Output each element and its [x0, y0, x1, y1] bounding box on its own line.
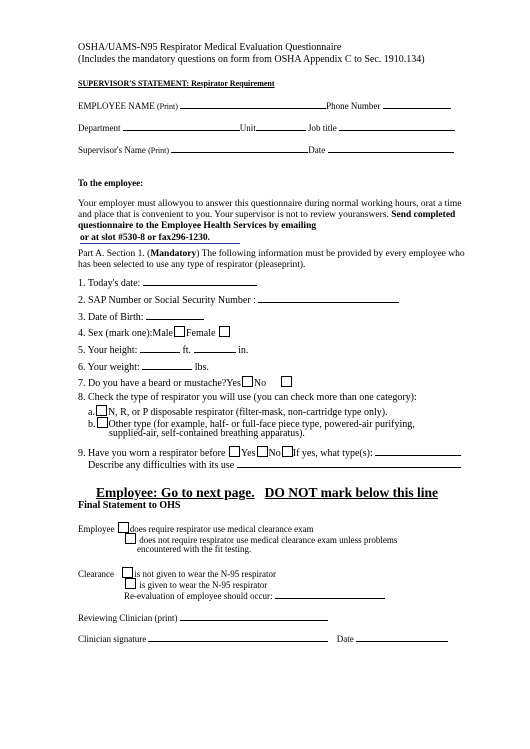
- print-note: (Print): [148, 146, 170, 155]
- unit-label: Unit: [239, 123, 256, 133]
- supervisor-name-field[interactable]: [171, 143, 308, 153]
- respirator-if-checkbox: [282, 446, 293, 457]
- question-8: 8. Check the type of respirator you will use (you can check more than one category):: [78, 392, 417, 403]
- employee-instructions: [78, 199, 470, 244]
- height-in-field[interactable]: [194, 343, 236, 353]
- respirator-no-checkbox[interactable]: [257, 446, 268, 457]
- question-1: [78, 276, 257, 289]
- q5-ft: ft.: [182, 345, 192, 356]
- q9-yes: Yes: [240, 448, 256, 459]
- q5-label: 5. Your height:: [78, 345, 138, 356]
- clinician-signature-row: [78, 632, 448, 644]
- final-statement-heading: Final Statement to OHS: [78, 500, 181, 511]
- question-4: [78, 326, 231, 339]
- employee-heading: To the employee:: [78, 178, 144, 188]
- question-6: [78, 360, 209, 373]
- date-label: Date: [308, 145, 326, 155]
- other-type-checkbox[interactable]: [97, 417, 108, 428]
- q7-no: No: [253, 378, 267, 389]
- phone-label: Phone Number: [326, 101, 381, 111]
- is-given-text: is given to wear the N-95 respirator: [139, 580, 268, 590]
- q3-label: 3. Date of Birth:: [78, 312, 144, 323]
- question-8b-cont: supplied-air, self-contained breathing apparatus).: [109, 428, 305, 439]
- q8a-text: N, R, or P disposable respirator (filter-mask, non-cartridge type only).: [107, 407, 388, 418]
- supervisor-date-field[interactable]: [328, 143, 454, 153]
- employee-name-field[interactable]: [180, 99, 326, 109]
- does-not-require-checkbox[interactable]: [125, 533, 136, 544]
- does-not-require-text: does not require respirator use medical clearance exam unless problems: [139, 535, 398, 545]
- phone-field[interactable]: [383, 99, 451, 109]
- question-5: [78, 343, 248, 356]
- q9-if-yes: If yes, what type(s):: [292, 448, 373, 459]
- does-require-checkbox[interactable]: [118, 522, 129, 533]
- supervisor-heading: SUPERVISOR'S STATEMENT: Respirator Requirement: [78, 79, 275, 88]
- employee-name-label: EMPLOYEE NAME: [78, 101, 155, 111]
- q8b-text: Other type (for example, half- or full-face piece type, powered-air purifying,: [108, 419, 415, 430]
- clinician-signature-field[interactable]: [148, 632, 328, 642]
- female-checkbox[interactable]: [219, 326, 230, 337]
- department-label: Department: [78, 123, 121, 133]
- q7-label: 7. Do you have a beard or mustache?: [78, 378, 227, 389]
- notice-do-not-mark: DO NOT mark below this line: [264, 485, 438, 500]
- instructions-text: Your employer must allowyou to answer this questionnaire during normal working hours, orat a time and place that is convenient to you. Your supervisor is not to review youranswers.: [78, 199, 462, 221]
- q6-label: 6. Your weight:: [78, 362, 140, 373]
- is-given-checkbox[interactable]: [125, 578, 136, 589]
- unit-field[interactable]: [256, 121, 306, 131]
- reevaluation-row: [124, 589, 385, 601]
- reviewing-clinician-label: Reviewing Clinician (print): [78, 613, 178, 623]
- q9-describe-label: Describe any difficulties with its use: [88, 460, 235, 471]
- q8b-letter: b.: [88, 419, 96, 430]
- q9-label: 9. Have you worn a respirator before: [78, 448, 226, 459]
- is-not-given-checkbox[interactable]: [122, 567, 133, 578]
- beard-no-checkbox[interactable]: [281, 376, 292, 387]
- department-row: [78, 121, 455, 133]
- form-title: OSHA/UAMS-N95 Respirator Medical Evaluation Questionnaire: [78, 42, 342, 53]
- part-a-section: [78, 249, 470, 271]
- q9-no: No: [268, 448, 281, 459]
- print-note: (Print): [157, 102, 178, 111]
- does-require-text: does require respirator use medical clearance exam: [129, 524, 314, 534]
- part-a-prefix: Part A. Section 1. (: [78, 249, 151, 259]
- sap-number-field[interactable]: [258, 293, 399, 303]
- question-3: [78, 310, 204, 323]
- q4-label: 4. Sex (mark one):Male: [78, 328, 173, 339]
- notice-go-next: Employee: Go to next page.: [96, 485, 255, 500]
- question-2: [78, 293, 399, 306]
- q2-label: 2. SAP Number or Social Security Number :: [78, 295, 256, 306]
- reviewing-clinician-field[interactable]: [180, 611, 328, 621]
- instructions-bold: Send completed questionnaire to the Employee Health Services by emailing: [78, 210, 456, 232]
- clinician-signature-label: Clinician signature: [78, 634, 147, 644]
- is-not-given-text: is not given to wear the N-95 respirator: [134, 569, 276, 579]
- difficulties-field[interactable]: [237, 458, 461, 468]
- q1-label: 1. Today's date:: [78, 278, 141, 289]
- q4-female: Female: [185, 328, 216, 339]
- part-a-text: ) The following information must be provided by every employee who has been selected to use any type of respirator (pleaseprint).: [78, 249, 465, 271]
- todays-date-field[interactable]: [143, 276, 257, 286]
- employee-name-row: [78, 99, 451, 111]
- dob-field[interactable]: [146, 310, 204, 320]
- job-title-field[interactable]: [339, 121, 455, 131]
- supervisor-name-row: [78, 143, 454, 155]
- clinician-date-label: Date: [336, 634, 354, 644]
- respirator-type-field[interactable]: [375, 446, 461, 456]
- q7-yes: Yes: [226, 378, 241, 389]
- does-not-require-cont: encountered with the fit testing.: [137, 544, 252, 554]
- beard-yes-checkbox[interactable]: [242, 376, 253, 387]
- clearance-label: Clearance: [78, 569, 114, 579]
- q6-lbs: lbs.: [194, 362, 209, 373]
- instructions-fax: or at slot #530-8 or fax296-1230.: [80, 233, 240, 244]
- weight-field[interactable]: [142, 360, 192, 370]
- part-a-mandatory: Mandatory: [150, 249, 197, 259]
- q5-in: in.: [238, 345, 249, 356]
- department-field[interactable]: [123, 121, 240, 131]
- n95-type-checkbox[interactable]: [96, 405, 107, 416]
- reevaluation-field[interactable]: [275, 589, 385, 599]
- job-title-label: Job title: [308, 123, 337, 133]
- q8a-letter: a.: [88, 407, 95, 418]
- clinician-date-field[interactable]: [356, 632, 448, 642]
- reviewing-clinician-row: [78, 611, 328, 623]
- height-ft-field[interactable]: [140, 343, 180, 353]
- respirator-yes-checkbox[interactable]: [229, 446, 240, 457]
- next-page-notice: [96, 485, 438, 501]
- final-employee-label: Employee: [78, 524, 115, 534]
- reevaluation-label: Re-evaluation of employee should occur:: [124, 591, 273, 601]
- question-7: [78, 376, 293, 389]
- supervisor-name-label: Supervisor's Name: [78, 145, 146, 155]
- form-subtitle: (Includes the mandatory questions on form from OSHA Appendix C to Sec. 1910.134): [78, 54, 425, 65]
- question-9-describe: [88, 458, 461, 471]
- male-checkbox[interactable]: [174, 326, 185, 337]
